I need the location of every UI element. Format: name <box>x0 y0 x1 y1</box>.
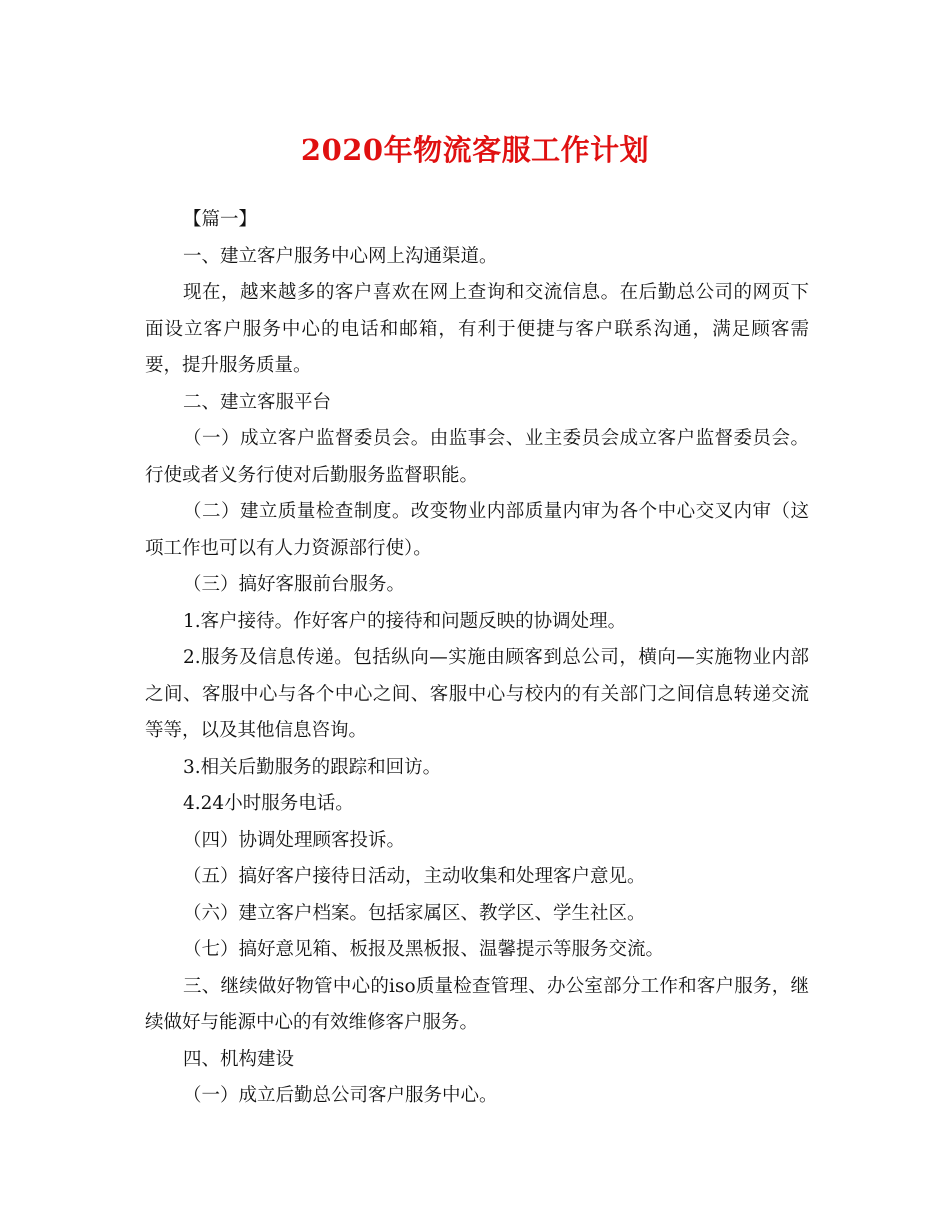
list-item: 4.24小时服务电话。 <box>183 793 354 814</box>
section-label: 【篇一】 <box>183 209 258 230</box>
heading-1: 一、建立客户服务中心网上沟通渠道。 <box>183 245 498 267</box>
list-item: 2.服务及信息传递。包括纵向—实施由顾客到总公司，横向—实施物业内部之间、客服中心与各个中心之间、客服中心与校内的有关部门之间信息转递交流等等，以及其他信息咨询。 <box>145 647 809 741</box>
paragraph: （一）成立客户监督委员会。由监事会、业主委员会成立客户监督委员会。行使或者义务行使对后勤服务监督职能。 <box>145 428 809 486</box>
paragraph: 现在，越来越多的客户喜欢在网上查询和交流信息。在后勤总公司的网页下面设立客户服务中心的电话和邮箱，有利于便捷与客户联系沟通，满足顾客需要，提升服务质量。 <box>145 282 809 376</box>
paragraph: （六）建立客户档案。包括家属区、教学区、学生社区。 <box>183 902 646 924</box>
paragraph: （四）协调处理顾客投诉。 <box>183 829 406 851</box>
paragraph: （七）搞好意见箱、板报及黑板报、温馨提示等服务交流。 <box>183 939 665 960</box>
document-title: 2020年物流客服工作计划 <box>300 133 650 167</box>
list-item: 3.相关后勤服务的跟踪和回访。 <box>183 756 442 778</box>
heading-2: 二、建立客服平台 <box>183 391 332 413</box>
list-item: 1.客户接待。作好客户的接待和问题反映的协调处理。 <box>183 610 627 632</box>
paragraph: （五）搞好客户接待日活动，主动收集和处理客户意见。 <box>183 866 646 887</box>
document-body <box>145 202 809 1115</box>
paragraph: （一）成立后勤总公司客户服务中心。 <box>183 1085 498 1106</box>
paragraph: （二）建立质量检查制度。改变物业内部质量内审为各个中心交叉内审（这项工作也可以有人力资源部行使）。 <box>145 501 809 559</box>
heading-4: 四、机构建设 <box>183 1048 295 1070</box>
paragraph: （三）搞好客服前台服务。 <box>183 574 406 595</box>
heading-3: 三、继续做好物管中心的iso质量检查管理、办公室部分工作和客户服务，继续做好与能源中心的有效维修客户服务。 <box>145 975 809 1033</box>
